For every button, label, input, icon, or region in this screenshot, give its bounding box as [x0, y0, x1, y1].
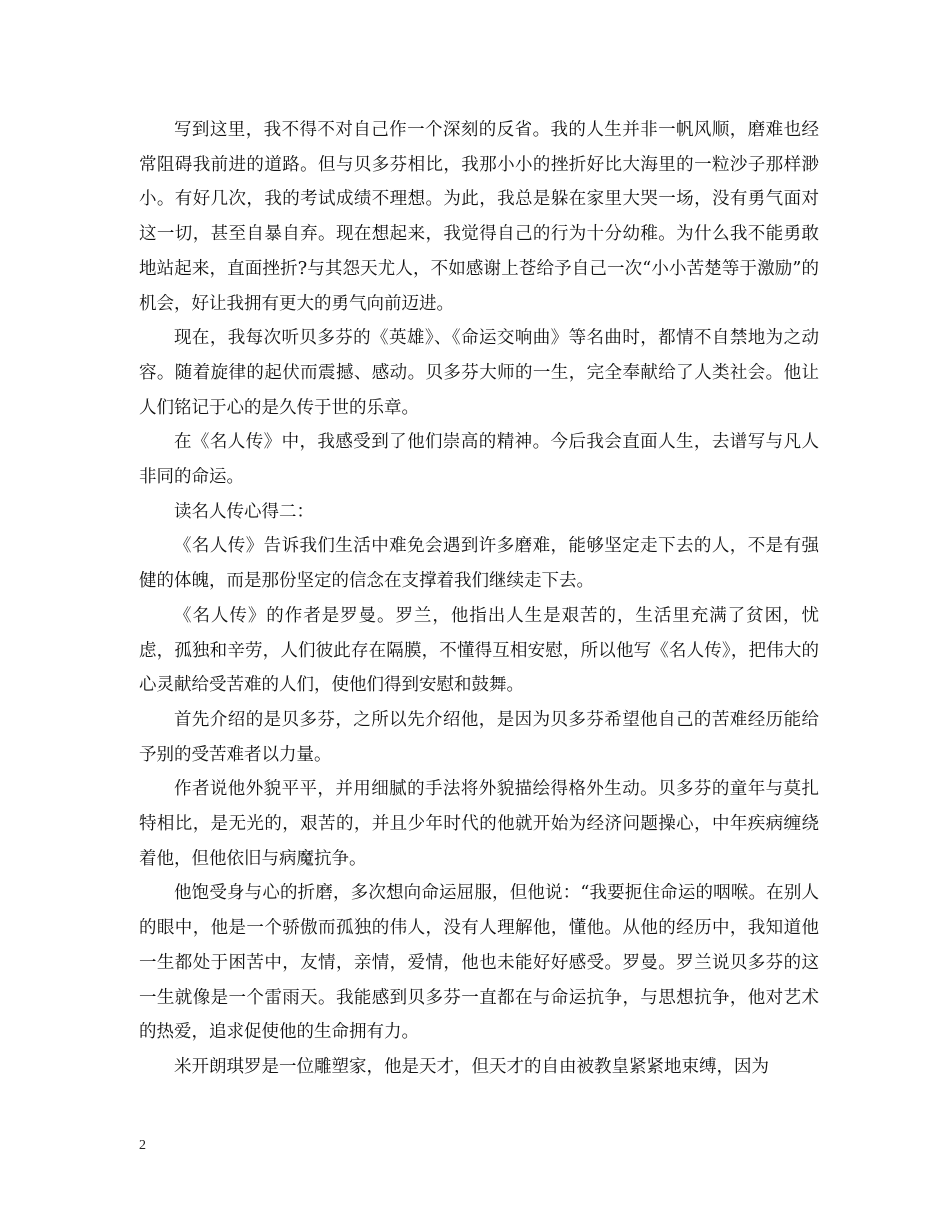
paragraph-5: 《名人传》告诉我们生活中难免会遇到许多磨难，能够坚定走下去的人，不是有强健的体魄，而是那份坚定的信念在支撑着我们继续走下去。	[139, 536, 819, 592]
paragraph-7: 首先介绍的是贝多芬，之所以先介绍他，是因为贝多芬希望他自己的苦难经历能给予别的受苦难者以力量。	[139, 709, 819, 765]
paragraph-8: 作者说他外貌平平，并用细腻的手法将外貌描绘得格外生动。贝多芬的童年与莫扎特相比，是无光的，艰苦的，并且少年时代的他就开始为经济问题操心，中年疾病缠绕着他，但他依旧与病魔抗争。	[139, 779, 819, 869]
page-number: 2	[139, 1138, 146, 1153]
paragraph-3: 在《名人传》中，我感受到了他们崇高的精神。今后我会直面人生，去谱写与凡人非同的命运。	[139, 432, 819, 488]
body-text	[139, 113, 819, 1085]
paragraph-10: 米开朗琪罗是一位雕塑家，他是天才，但天才的自由被教皇紧紧地束缚，因为	[174, 1056, 769, 1077]
paragraph-9: 他饱受身与心的折磨，多次想向命运屈服，但他说：“我要扼住命运的咽喉。在别人的眼中，他是一个骄傲而孤独的伟人，没有人理解他，懂他。从他的经历中，我知道他一生都处于困苦中，友情，亲情，爱情，他也未能好好感受。罗曼。罗兰说贝多芬的这一生就像是一个雷雨天。我能感到贝多芬一直都在与命运抗争，与思想抗争，他对艺术的热爱，追求促使他的生命拥有力。	[139, 883, 819, 1043]
paragraph-1: 写到这里，我不得不对自己作一个深刻的反省。我的人生并非一帆风顺，磨难也经常阻碍我前进的道路。但与贝多芬相比，我那小小的挫折好比大海里的一粒沙子那样渺小。有好几次，我的考试成绩不理想。为此，我总是躲在家里大哭一场，没有勇气面对这一切，甚至自暴自弃。现在想起来，我觉得自己的行为十分幼稚。为什么我不能勇敢地站起来，直面挫折?与其怨天尤人，不如感谢上苍给予自己一次“小小苦楚等于激励”的机会，好让我拥有更大的勇气向前迈进。	[139, 120, 819, 314]
paragraph-2: 现在，我每次听贝多芬的《英雄》、《命运交响曲》等名曲时，都情不自禁地为之动容。随着旋律的起伏而震撼、感动。贝多芬大师的一生，完全奉献给了人类社会。他让人们铭记于心的是久传于世的乐章。	[139, 328, 819, 418]
section-heading: 读名人传心得二：	[174, 501, 314, 522]
paragraph-6: 《名人传》的作者是罗曼。罗兰，他指出人生是艰苦的，生活里充满了贫困，忧虑，孤独和辛劳，人们彼此存在隔膜，不懂得互相安慰，所以他写《名人传》，把伟大的心灵献给受苦难的人们，使他们得到安慰和鼓舞。	[139, 605, 819, 696]
